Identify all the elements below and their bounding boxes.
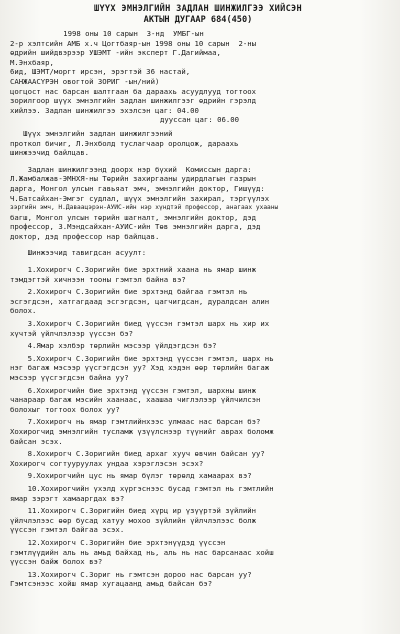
question-line: байсан эсэх. [10, 436, 63, 446]
document-title: ШҮҮХ ЭМНЭЛГИЙН ЗАДЛАН ШИНЖИЛГЭЭ ХИЙСЭН [93, 4, 302, 14]
question-line: 2.Хохирогч С.Зоригийн бие эрхтэнд байгаа гэмтэл нь [10, 287, 248, 297]
question-line: 10.Хохирогчийн үхэлд хүргэснээс бусад гэмтэл нь гэмтлийн [10, 483, 274, 493]
question-line: 12.Хохирогч С.Зоригийн бие эрхтэнүүдэд үүссэн [10, 537, 226, 547]
intro-line: 1998 оны 10 сарын 3-нд УМБГ-ын [50, 29, 204, 38]
commission-line: профессор, З.Мэндсайхан-АУИС-ийн Төв эмнэлгийн дарга, дэд [10, 222, 261, 232]
question-line: эсгэгдсэн, хатгагдаад эсгэгдсэн, цагчигдсан, дуралдсан алин [10, 296, 270, 306]
intro-line: 6ид, ШЭМТ/моргт ирсэн, эрэгтэй 36 настай, [10, 67, 191, 77]
question-item [10, 449, 386, 468]
questions-list [10, 265, 386, 589]
protocol-paragraph [10, 129, 386, 158]
commission-line: багш, Монгол улсын төрийн шагналт, эмнэлгийн доктор, дэд [10, 212, 257, 222]
question-line: 1.Хохирогч С.Зоригийн бие эрхтний хаана нь ямар шинж [10, 265, 257, 275]
question-line: 4.Ямар хэлбэр төрлийн мэсээр үйлдэгдсэн бэ? [10, 341, 217, 351]
question-line: Гэмтсэнээс хойш ямар хугацаанд амьд байсан бэ? [10, 579, 213, 589]
commission-paragraph [10, 165, 386, 242]
intro-line: САНЖААСҮРЭН овогтой ЗОРИГ -ын/ний) [10, 76, 160, 86]
question-line: 3.Хохирогч С.Зоригийн биед үүссэн гэмтэл шарх нь хир их [10, 319, 270, 329]
intro-paragraph [10, 29, 386, 125]
question-line: 7.Хохирогч нь ямар гэмтлийнхээс улмаас нас барсан бэ? [10, 417, 261, 427]
question-line: болох. [10, 306, 37, 316]
question-item [10, 341, 386, 351]
question-line: үүссэн байж болох вэ? [10, 557, 103, 567]
question-item [10, 506, 386, 535]
question-line: тэмдэгтэй хичнээн тооны гэмтэл байна вэ? [10, 274, 186, 284]
intro-line: өдрийн шийдвэрээр УШЭМТ -ийн эксперт Г.Дагиймаа, [10, 48, 221, 58]
question-line: Хохирогч согтууруулах ундаа хэрэглэсэн эсэх? [10, 458, 204, 468]
protocol-line: проткол бичиг, Л.Энхболд туслагчаар оролцож, дараахь [10, 138, 239, 148]
question-item [10, 265, 386, 284]
commission-line: Ч.Батсайхан-Эмгэг судлал, шүүх эмнэлгийн захирал, тэргүүлэх [10, 193, 270, 203]
question-item [10, 319, 386, 338]
question-line: үйлчлэлээс өөр бусад хатуу мохоо зүйлийн үйлчлэлээс болж [10, 515, 257, 525]
question-line: 5.Хохирогч С.Зоригийн бие эрхтэнд үүссэн гэмтэл, шарх нь [10, 353, 274, 363]
question-item [10, 417, 386, 446]
question-item [10, 386, 386, 415]
question-item [10, 570, 386, 589]
question-line: 6.Хохирогчийн бие эрхтэнд үүссэн гэмтэл, шархны шинж [10, 385, 257, 395]
question-line: үүссэн гэмтэл байгаа эсэх. [10, 525, 125, 535]
question-line: 8.Хохирогч С.Зоригийн биед архаг хууч өвчин байсан уу? [10, 449, 265, 459]
intro-line: хийлээ. Задлан шинжилгээ эхэлсэн цаг: 04.00 [10, 105, 199, 115]
commission-line: дарга, Монгол улсын гавьяат эмч, эмнэлгийн доктор, Гишүүд: [10, 183, 265, 193]
commission-line: Задлан шинжилгээнд доорх нэр бүхий Комиссын дарга: [10, 164, 252, 174]
intro-line: М.Энхбаяр, [10, 57, 54, 67]
question-item [10, 471, 386, 481]
question-line: хүчтэй үйлчлэлээр үүссэн бэ? [10, 328, 134, 338]
intro-line: 2-р хэлтсийн АМБ х.ч Цогтбаяр-ын 1998 оны 10 сарын 2-ны [10, 38, 257, 48]
question-line: 9.Хохирогчийн цус нь ямар бүлэг төрөлд хамаарах вэ? [10, 471, 252, 481]
question-line: нэг багаж мэсээр үүсгэгдсэн уу? Хэд хэдэн өөр төрлийн багаж [10, 363, 270, 373]
question-line: ямар зэрэгт хамааргдах вэ? [10, 493, 125, 503]
protocol-line: шинжээчид байлцав. [10, 148, 90, 158]
end-time: дууссан цаг: 06.00 [160, 115, 240, 125]
question-line: 11.Хохирогч С.Зоригийн биед хүрц ир үзүүртэй зүйлийн [10, 506, 257, 516]
commission-line: доктор, дэд профессор нар байлцав. [10, 231, 160, 241]
question-line: чанараар багаж мэсийн хаанаас, хаашаа чиглэлээр үйлчилсэн [10, 395, 261, 405]
question-line: болохыг тогтоох болох уу? [10, 404, 120, 414]
question-line: гэмтлүүдийн аль нь амьд байхад нь, аль нь нас барсанаас хойш [10, 547, 274, 557]
question-line: мэсээр үүсгэгдсэн байна уу? [10, 373, 129, 382]
document-subtitle: АКТЫН ДУГААР 684(450) [143, 15, 253, 25]
intro-line: цогцост нас барсан шалтгаан ба дараахь асуудлууд тогтоох [10, 86, 257, 96]
commission-line: Л.Жамбалжав-ЭМНХЯ-ны Төрийн захиргааны удирдлагын газрын [10, 174, 257, 184]
question-line: 13.Хохирогч С.Зориг нь гэмтсэн дороо нас барсан уу? [10, 569, 252, 579]
question-item [10, 287, 386, 316]
intro-line: зорилгоор шүүх эмнэлгийн задлан шинжилгээг өдрийн гэрэлд [10, 96, 257, 106]
question-item [10, 538, 386, 567]
question-item [10, 354, 386, 383]
commission-line: зэргийн эмч, Н.Даваацэрэн-АУИС-ийн нэр хүндтэй профессор, анагаах ухааны [10, 204, 279, 212]
question-item [10, 484, 386, 503]
protocol-line: Шүүх эмнэлгийн задлан шинжилгээний [10, 128, 173, 138]
question-line: Хохирогчид эмнэлгийн тусламж үзүүлснээр түүнийг аврах боломж [10, 426, 274, 436]
questions-heading: Шинжээчид тавигдсан асуулт: [10, 248, 147, 258]
